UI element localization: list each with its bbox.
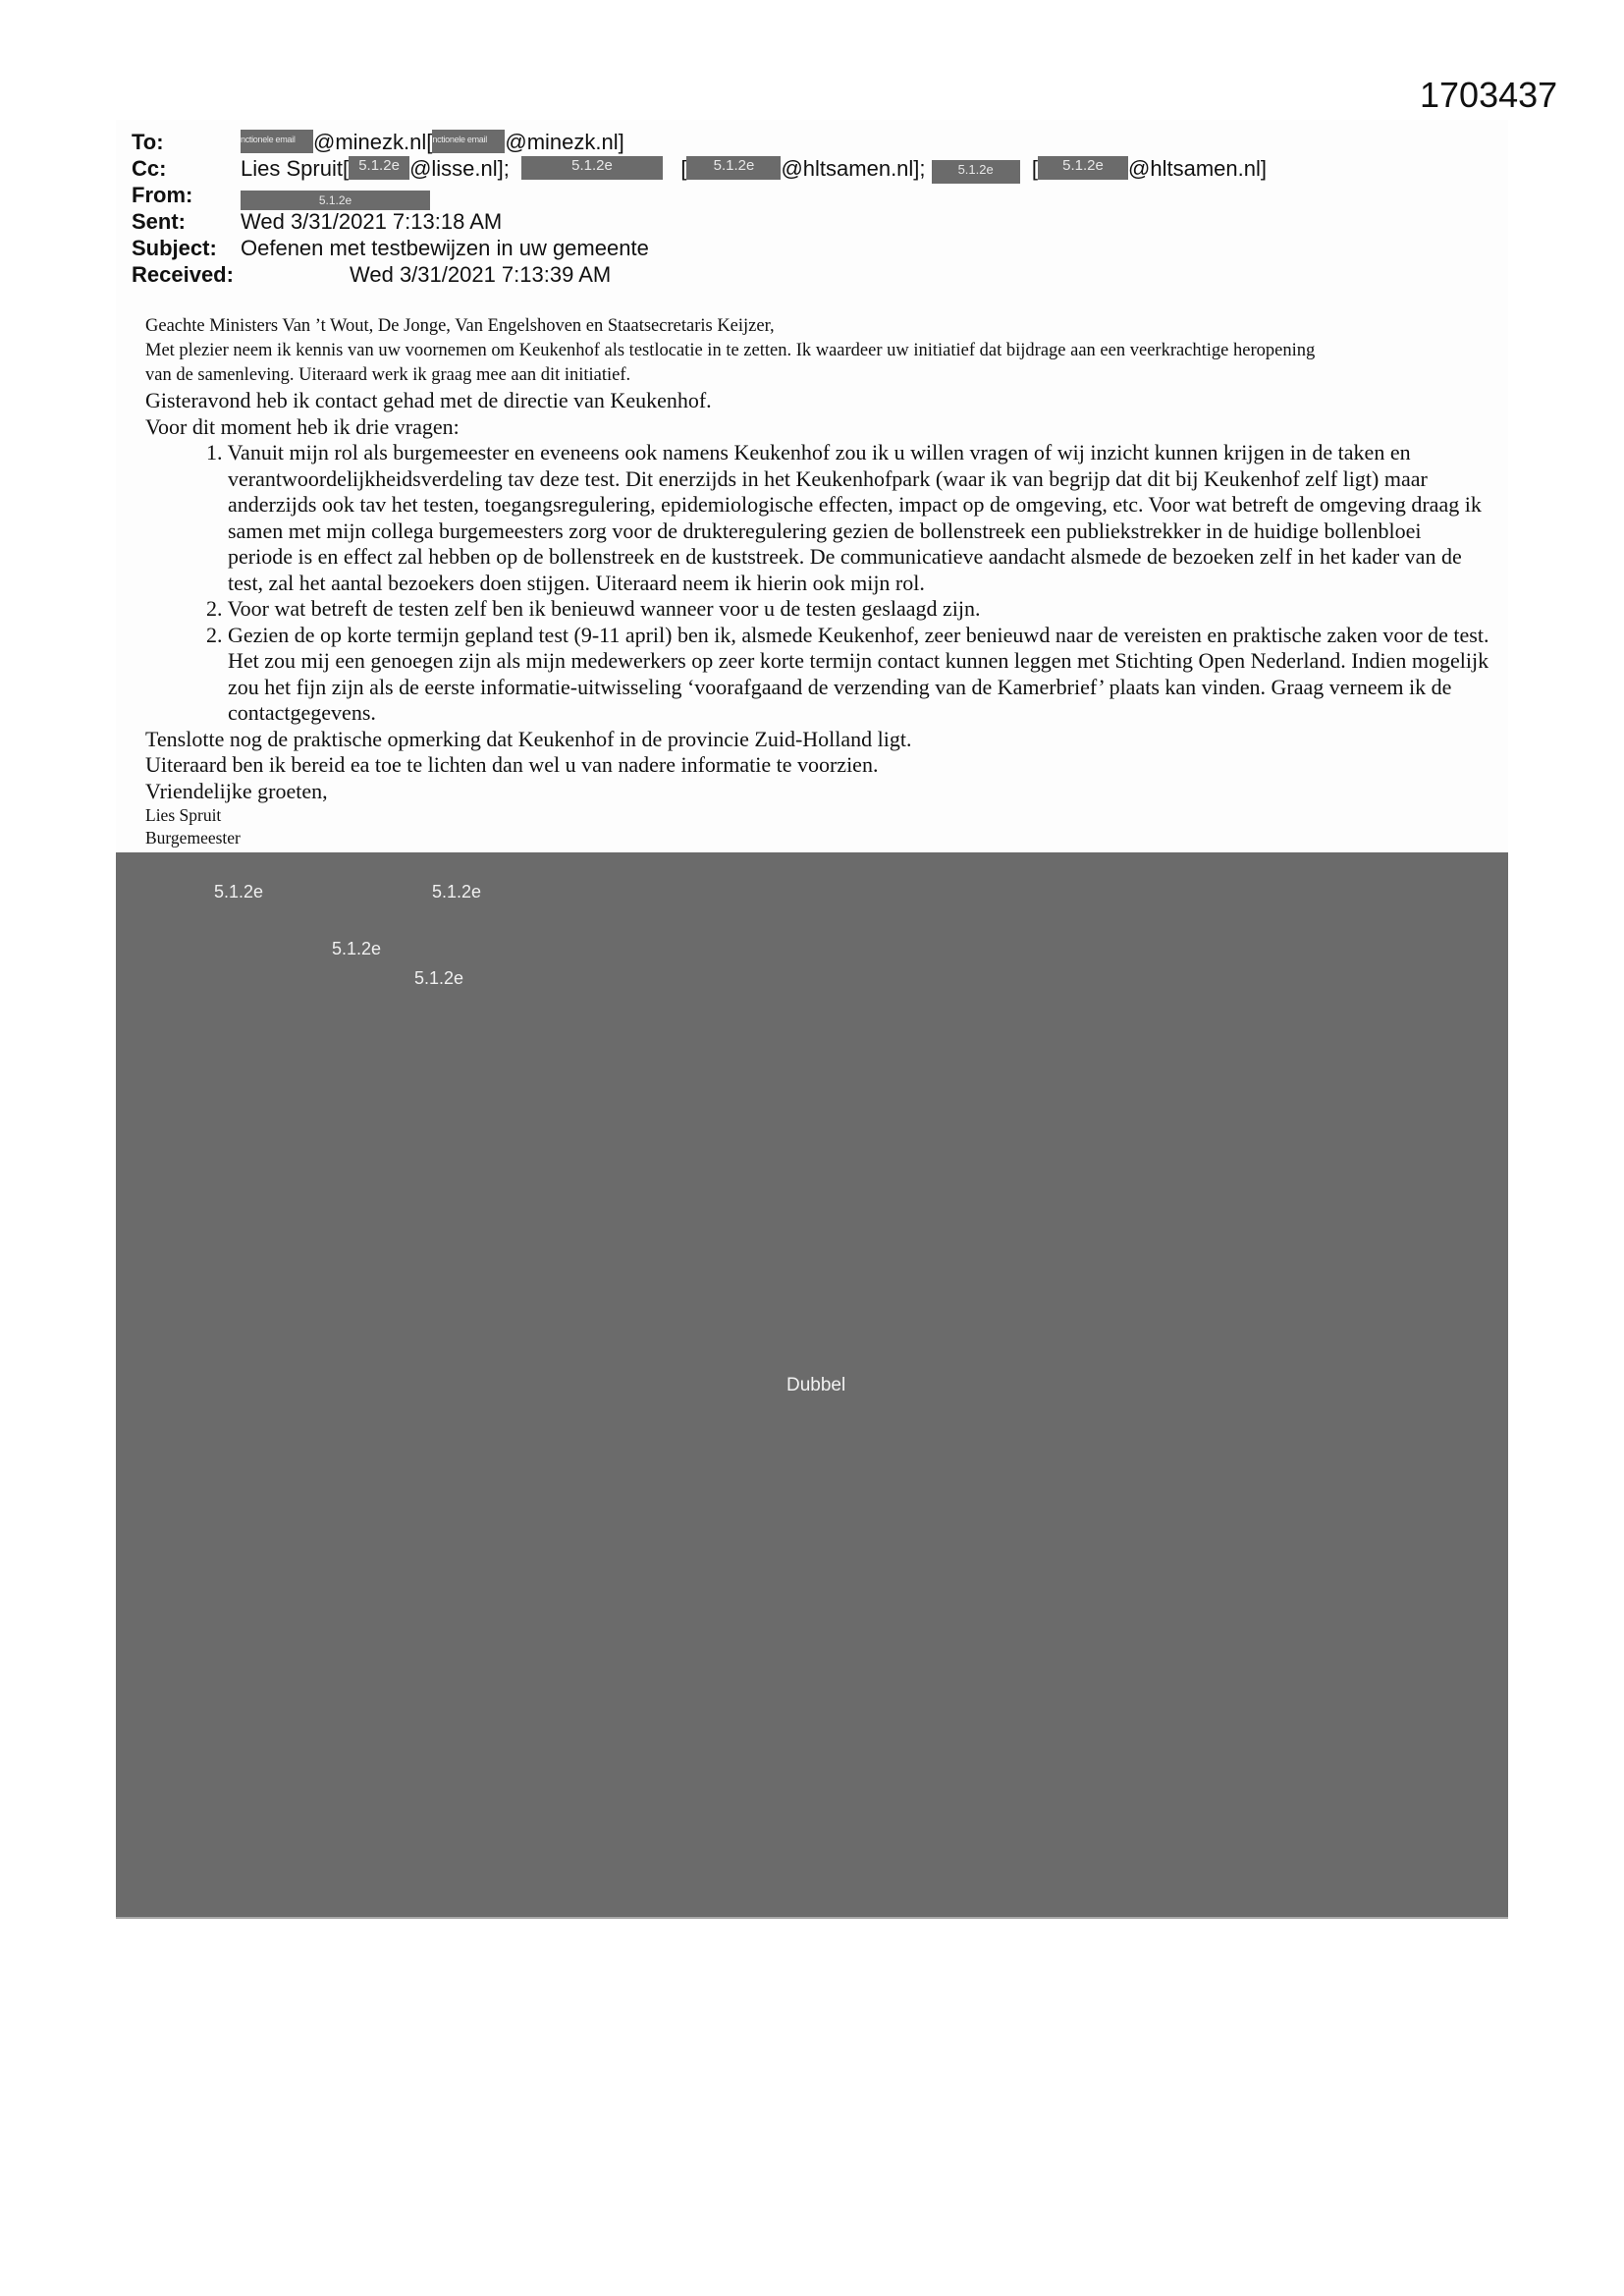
contact-line: Gisteravond heb ik contact gehad met de directie van Keukenhof. — [145, 388, 712, 412]
subject-label: Subject: — [132, 236, 217, 260]
list-number: 1. — [206, 440, 223, 465]
closing-line-2: Uiteraard ben ik bereid ea toe te lichten dan wel u van nadere informatie te voorzien. — [145, 752, 879, 777]
from-label: From: — [132, 183, 193, 207]
redaction-tag: 5.1.2e — [432, 882, 482, 902]
list-number: 2. — [206, 596, 223, 621]
email-body — [145, 314, 1500, 849]
redacted-block — [116, 852, 1508, 1919]
redaction-tag: 5.1.2e — [332, 939, 382, 958]
list-text: Gezien de op korte termijn gepland test (9-11 april) ben ik, alsmede Keukenhof, zeer benieuwd naar de vereisten en praktische zaken voor de test. Het zou mij een genoegen zijn als mijn medewerkers op zeer korte termijn contact kunnen leggen met Stichting Open Nederland. Indien mogelijk zou het fijn zijn als de eerste informatie-uitwisseling ‘voorafgaand de verzending van de Kamerbrief’ plaats kan vinden. Graag verneem ik de contactgegevens. — [228, 622, 1489, 725]
subject-value: Oefenen met testbewijzen in uw gemeente — [241, 236, 649, 260]
duplicate-label: Dubbel — [786, 1375, 846, 1395]
list-text: Voor wat betreft de testen zelf ben ik benieuwd wanneer voor u de testen geslaagd zijn. — [227, 596, 981, 621]
redaction-tag: 5.1.2e — [214, 882, 264, 902]
questions-line: Voor dit moment heb ik drie vragen: — [145, 413, 460, 439]
salutation: Geachte Ministers Van ’t Wout, De Jonge, Van Engelshoven en Staatsecretaris Keijzer, — [145, 316, 775, 336]
cc-part-2: @hltsamen.nl]; — [781, 156, 926, 181]
signature-name: Lies Spruit — [145, 805, 222, 825]
to-part-1: @minezk.nl[ — [313, 130, 433, 154]
list-text: Vanuit mijn rol als burgemeester en eveneens ook namens Keukenhof zou ik u willen vragen of wij inzicht kunnen krijgen in de taken en verantwoordelijkheidsverdeling tav deze test. Dit enerzijds in het Keukenhofpark (waar ik van begrijp dat dit bij Keukenhof zelf ligt) maar anderzijds ook tav het testen, toegangsregulering, epidemiologische effecten, impact op de omgeving, etc. Voor wat betreft de omgeving draag ik samen met mijn collega burgemeesters zorg voor de drukteregulering gezien de bollenstreek een publiekstrekker in de huidige bollenbloei periode is en effect zal hebben op de bollenstreek en de kuststreek. De communicatieve aandacht alsmede de bezoeken zelf in het kader van de test, zal het aantal bezoekers doen stijgen. Uiteraard neem ik hierin ook mijn rol. — [227, 440, 1482, 595]
redaction: 5.1.2e — [521, 156, 663, 180]
closing-line-1: Tenslotte nog de praktische opmerking dat Keukenhof in de provincie Zuid-Holland ligt. — [145, 726, 912, 751]
redaction-tag: 5.1.2e — [414, 968, 464, 988]
cc-name: Lies Spruit[ — [241, 156, 350, 181]
to-label: To: — [132, 130, 164, 154]
cc-value — [241, 155, 1267, 182]
list-number: 2. — [206, 622, 223, 647]
sent-label: Sent: — [132, 209, 186, 234]
to-value — [241, 129, 624, 155]
received-label: Received: — [132, 262, 234, 287]
list-item — [145, 440, 1490, 596]
redaction: 5.1.2e — [241, 191, 430, 210]
redaction: 5.1.2e — [932, 160, 1020, 184]
from-value — [241, 182, 437, 208]
intro-line-1: Met plezier neem ik kennis van uw voornemen om Keukenhof als testlocatie in te zetten. Ik waardeer uw initiatief dat bijdrage aan een veerkrachtige heropening — [145, 341, 1316, 360]
received-value: Wed 3/31/2021 7:13:39 AM — [350, 262, 612, 287]
signature-title: Burgemeester — [145, 828, 241, 847]
list-item — [145, 596, 1490, 623]
question-list — [145, 440, 1490, 727]
list-item — [145, 623, 1490, 727]
redaction: 5.1.2e — [1038, 156, 1128, 180]
cc-part-1: @lisse.nl]; — [409, 156, 510, 181]
to-part-2: @minezk.nl] — [505, 130, 624, 154]
cc-part-3: @hltsamen.nl] — [1128, 156, 1267, 181]
sent-value: Wed 3/31/2021 7:13:18 AM — [241, 209, 503, 234]
redaction: 5.1.2e — [349, 156, 409, 180]
cc-bracket-2: [ — [1031, 156, 1039, 181]
cc-label: Cc: — [132, 156, 167, 181]
cc-bracket-1: [ — [680, 156, 687, 181]
redaction: 5.1.2e — [686, 156, 781, 180]
redaction: nctionele email — [432, 130, 505, 153]
redaction: nctionele email — [241, 130, 313, 153]
greeting: Vriendelijke groeten, — [145, 778, 328, 803]
document-number: 1703437 — [1420, 75, 1558, 115]
intro-line-2: van de samenleving. Uiteraard werk ik graag mee aan dit initiatief. — [145, 365, 631, 385]
